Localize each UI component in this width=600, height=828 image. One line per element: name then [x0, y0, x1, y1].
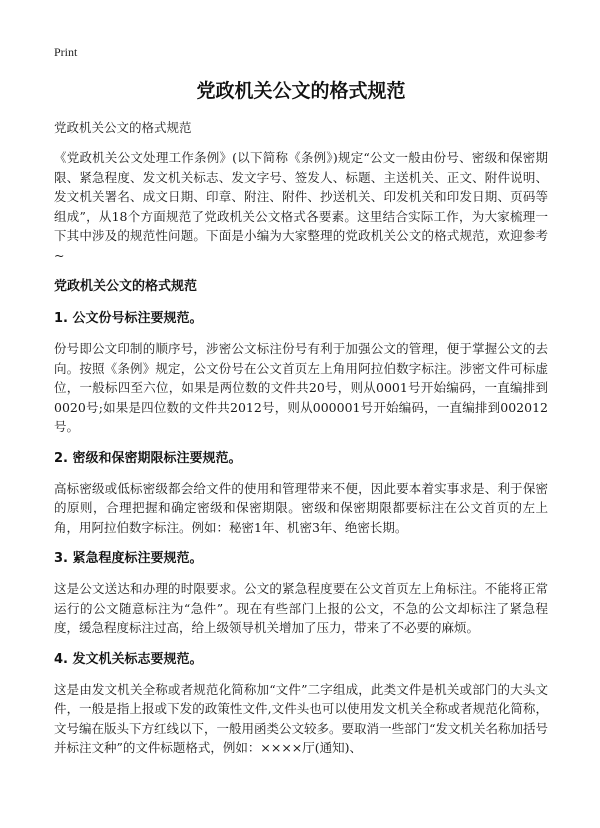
section-heading: 4. 发文机关标志要规范。 — [54, 651, 203, 667]
document-page — [54, 44, 548, 768]
main-heading: 党政机关公文的格式规范 — [54, 279, 198, 294]
section-heading: 3. 紧急程度标注要规范。 — [54, 551, 203, 566]
section-paragraph: 高标密级或低标密级都会给文件的使用和管理带来不便，因此要本着实事求是、利于保密的原则，合理把握和确定密级和保密期限。密级和保密期限都要标注在公文首页的左上角，用阿拉伯数字标注。例如：秘密1年、机密3年、绝密长期。 — [54, 480, 548, 535]
section-paragraph: 这是公文送达和办理的时限要求。公文的紧急程度要在公文首页左上角标注。不能将正常运行的公文随意标注为“急件”。现在有些部门上报的公文，不急的公文却标注了紧急程度，缓急程度标注过高，给上级领导机关增加了压力，带来了不必要的麻烦。 — [54, 581, 548, 635]
print-label[interactable]: Print — [54, 45, 78, 59]
section-heading: 2. 密级和保密期限标注要规范。 — [54, 450, 242, 466]
section-1 — [54, 309, 548, 437]
section-paragraph: 这是由发文机关全称或者规范化简称加“文件”二字组成，此类文件是机关或部门的大头文件，一般是指上报或下发的政策性文件,文件头也可以使用发文机关全称或者规范化简称，文号编在版头下方红线以下，一般用函类公文较多。要取消一些部门“发文机关名称加括号并标注文种”的文件标题格式，例如：××××厅(通知)、 — [54, 681, 548, 755]
section-heading: 1. 公文份号标注要规范。 — [54, 311, 203, 326]
section-4 — [54, 650, 548, 758]
document-subtitle: 党政机关公文的格式规范 — [54, 120, 192, 135]
document-title: 党政机关公文的格式规范 — [196, 80, 406, 102]
section-2 — [54, 449, 548, 538]
section-3 — [54, 549, 548, 638]
section-paragraph: 份号即公文印制的顺序号，涉密公文标注份号有利于加强公文的管理，便于掌握公文的去向。按照《条例》规定，公文份号在公文首页左上角用阿拉伯数字标注。涉密文件可标虚位，一般标四至六位，如果是两位数的文件共20号，则从0001号开始编码，一直编排到0020号;如果是四位数的文件共2012号，则从000001号开始编码，一直编排到002012号。 — [54, 341, 548, 434]
intro-paragraph: 《党政机关公文处理工作条例》(以下简称《条例》)规定“公文一般由份号、密级和保密期限、紧急程度、发文机关标志、发文字号、签发人、标题、主送机关、正文、附件说明、发文机关署名、成文日期、印章、附注、附件、抄送机关、印发机关和印发日期、页码等组成”，从18个方面规范了党政机关公文格式各要素。这里结合实际工作，为大家梳理一下其中涉及的规范性问题。下面是小编为大家整理的党政机关公文的格式规范，欢迎参考~ — [54, 150, 548, 263]
